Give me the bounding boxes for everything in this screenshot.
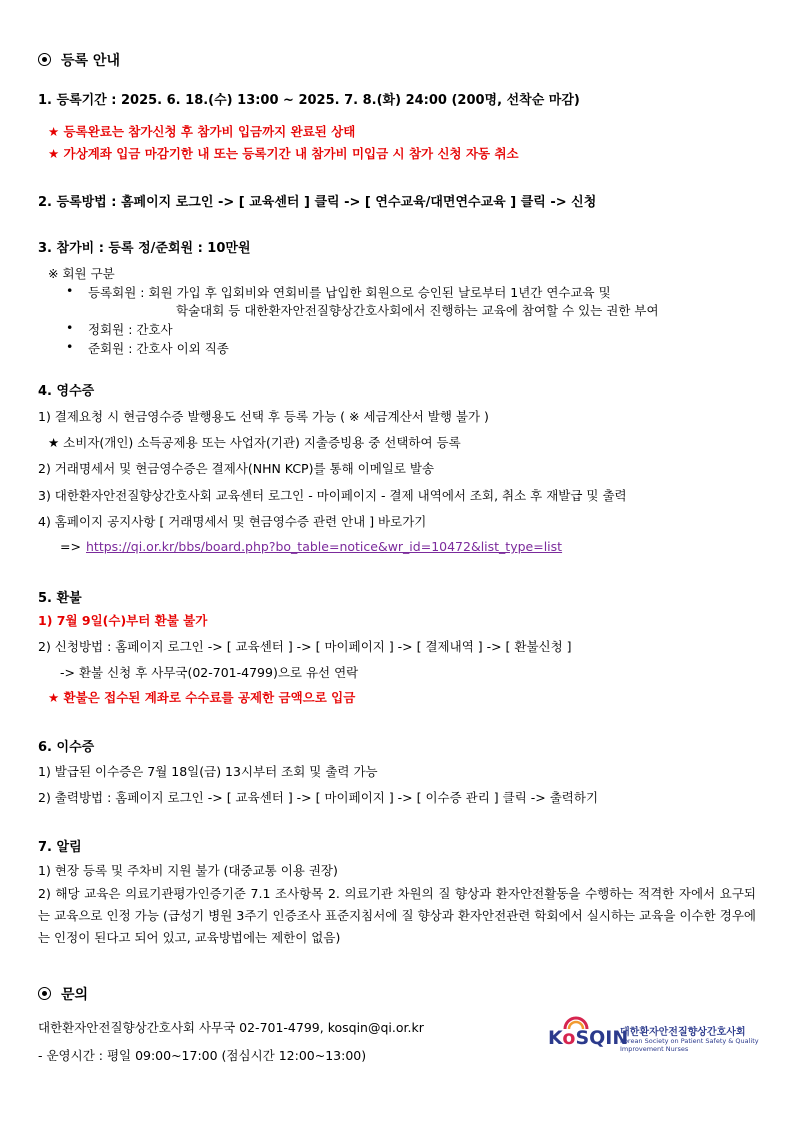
s5-line2: 2) 신청방법 : 홈페이지 로그인 -> [ 교육센터 ] -> [ 마이페이지 ] -> [ 결제내역 ] -> [ 환불신청 ]: [38, 639, 572, 654]
s1-title: 1. 등록기간 : 2025. 6. 18.(수) 13:00 ~ 2025. 7. 8.(화) 24:00 (200명, 선착순 마감): [38, 93, 580, 108]
associate-member-desc: 준회원 : 간호사 이외 직종: [88, 341, 229, 356]
s4-line1b: ★ 소비자(개인) 소득공제용 또는 사업자(기관) 지출증빙용 중 선택하여 등록: [48, 435, 461, 450]
kosqin-logo: [548, 1012, 768, 1060]
s2-title: 2. 등록방법 : 홈페이지 로그인 -> [ 교육센터 ] 클릭 -> [ 연수교육/대면연수교육 ] 클릭 -> 신청: [38, 195, 597, 210]
s4-line1: 1) 결제요청 시 현금영수증 발행용도 선택 후 등록 가능 ( ※ 세금계산서 발행 불가 ): [38, 409, 489, 424]
contact-line2: - 운영시간 : 평일 09:00~17:00 (점심시간 12:00~13:00): [38, 1048, 367, 1063]
registered-member-desc-cont: 학술대회 등 대한환자안전질향상간호사회에서 진행하는 교육에 참여할 수 있는 권한 부여: [176, 303, 659, 318]
logo-english-line2: Improvement Nurses: [620, 1045, 689, 1053]
s7-title: 7. 알림: [38, 840, 82, 855]
s5-note: ★ 환불은 접수된 계좌로 수수료를 공제한 금액으로 입금: [48, 690, 356, 705]
arrow-text: =>: [60, 539, 81, 554]
notice-link[interactable]: https://qi.or.kr/bbs/board.php?bo_table=notice&wr_id=10472&list_type=list: [86, 539, 563, 554]
s4-line2: 2) 거래명세서 및 현금영수증은 결제사(NHN KCP)를 통해 이메일로 발송: [38, 461, 435, 476]
logo-english-line1: Korean Society on Patient Safety & Quality: [620, 1037, 759, 1045]
radio-bullet-icon: [38, 987, 51, 1000]
s5-title: 5. 환불: [38, 591, 82, 606]
s5-line1: 1) 7월 9일(수)부터 환불 불가: [38, 613, 208, 628]
logo-wordmark-sqin: SQIN: [575, 1027, 629, 1049]
s6-line2: 2) 출력방법 : 홈페이지 로그인 -> [ 교육센터 ] -> [ 마이페이지 ] -> [ 이수증 관리 ] 클릭 -> 출력하기: [38, 790, 599, 805]
contact-line1: 대한환자안전질향상간호사회 사무국 02-701-4799, kosqin@qi.or.kr: [38, 1020, 424, 1035]
radio-bullet-icon: [38, 53, 51, 66]
registration-heading-text: 등록 안내: [61, 53, 120, 69]
s4-title: 4. 영수증: [38, 384, 95, 399]
logo-english-name: [620, 1037, 759, 1053]
s1-note1: ★ 등록완료는 참가신청 후 참가비 입금까지 완료된 상태: [48, 124, 356, 139]
s7-line2: 2) 해당 교육은 의료기관평가인증기준 7.1 조사항목 2. 의료기관 차원의 질 향상과 환자안전활동을 수행하는 적격한 자에서 요구되는 교육으로 인정 가능 (급성기 병원 3주기 인증조사 표준지침서에 질 향상과 환자안전관련 학회에서 실시하는 교육을 이수한 경우에는 인정이 된다고 되어 있고, 교육방법에는 제한이 없음): [38, 886, 756, 945]
bullet-icon: •: [66, 339, 74, 354]
s3-title: 3. 참가비 : 등록 정/준회원 : 10만원: [38, 241, 251, 256]
s6-title: 6. 이수증: [38, 740, 95, 755]
registered-member-desc: 등록회원 : 회원 가입 후 입회비와 연회비를 납입한 회원으로 승인된 날로부터 1년간 연수교육 및: [88, 285, 611, 300]
s6-line1: 1) 발급된 이수증은 7월 18일(금) 13시부터 조회 및 출력 가능: [38, 764, 378, 779]
registration-heading: [38, 50, 120, 70]
bullet-icon: •: [66, 283, 74, 298]
s4-line3: 3) 대한환자안전질향상간호사회 교육센터 로그인 - 마이페이지 - 결제 내역에서 조회, 취소 후 재발급 및 출력: [38, 488, 627, 503]
s4-line4: 4) 홈페이지 공지사항 [ 거래명세서 및 현금영수증 관련 안내 ] 바로가기: [38, 514, 427, 529]
bullet-icon: •: [66, 320, 74, 335]
logo-korean-name: 대한환자안전질향상간호사회: [620, 1027, 746, 1038]
logo-wordmark-k: K: [548, 1027, 563, 1049]
s5-line2b: -> 환불 신청 후 사무국(02-701-4799)으로 유선 연락: [60, 665, 359, 680]
s7-line1: 1) 현장 등록 및 주차비 지원 불가 (대중교통 이용 권장): [38, 863, 338, 878]
logo-wordmark: [548, 1027, 628, 1049]
member-type-heading: ※ 회원 구분: [48, 266, 115, 281]
contact-heading: [38, 984, 88, 1004]
regular-member-desc: 정회원 : 간호사: [88, 322, 173, 337]
s1-note2: ★ 가상계좌 입금 마감기한 내 또는 등록기간 내 참가비 미입금 시 참가 신청 자동 취소: [48, 146, 519, 161]
logo-wordmark-o: o: [562, 1027, 576, 1049]
contact-heading-text: 문의: [61, 987, 89, 1003]
